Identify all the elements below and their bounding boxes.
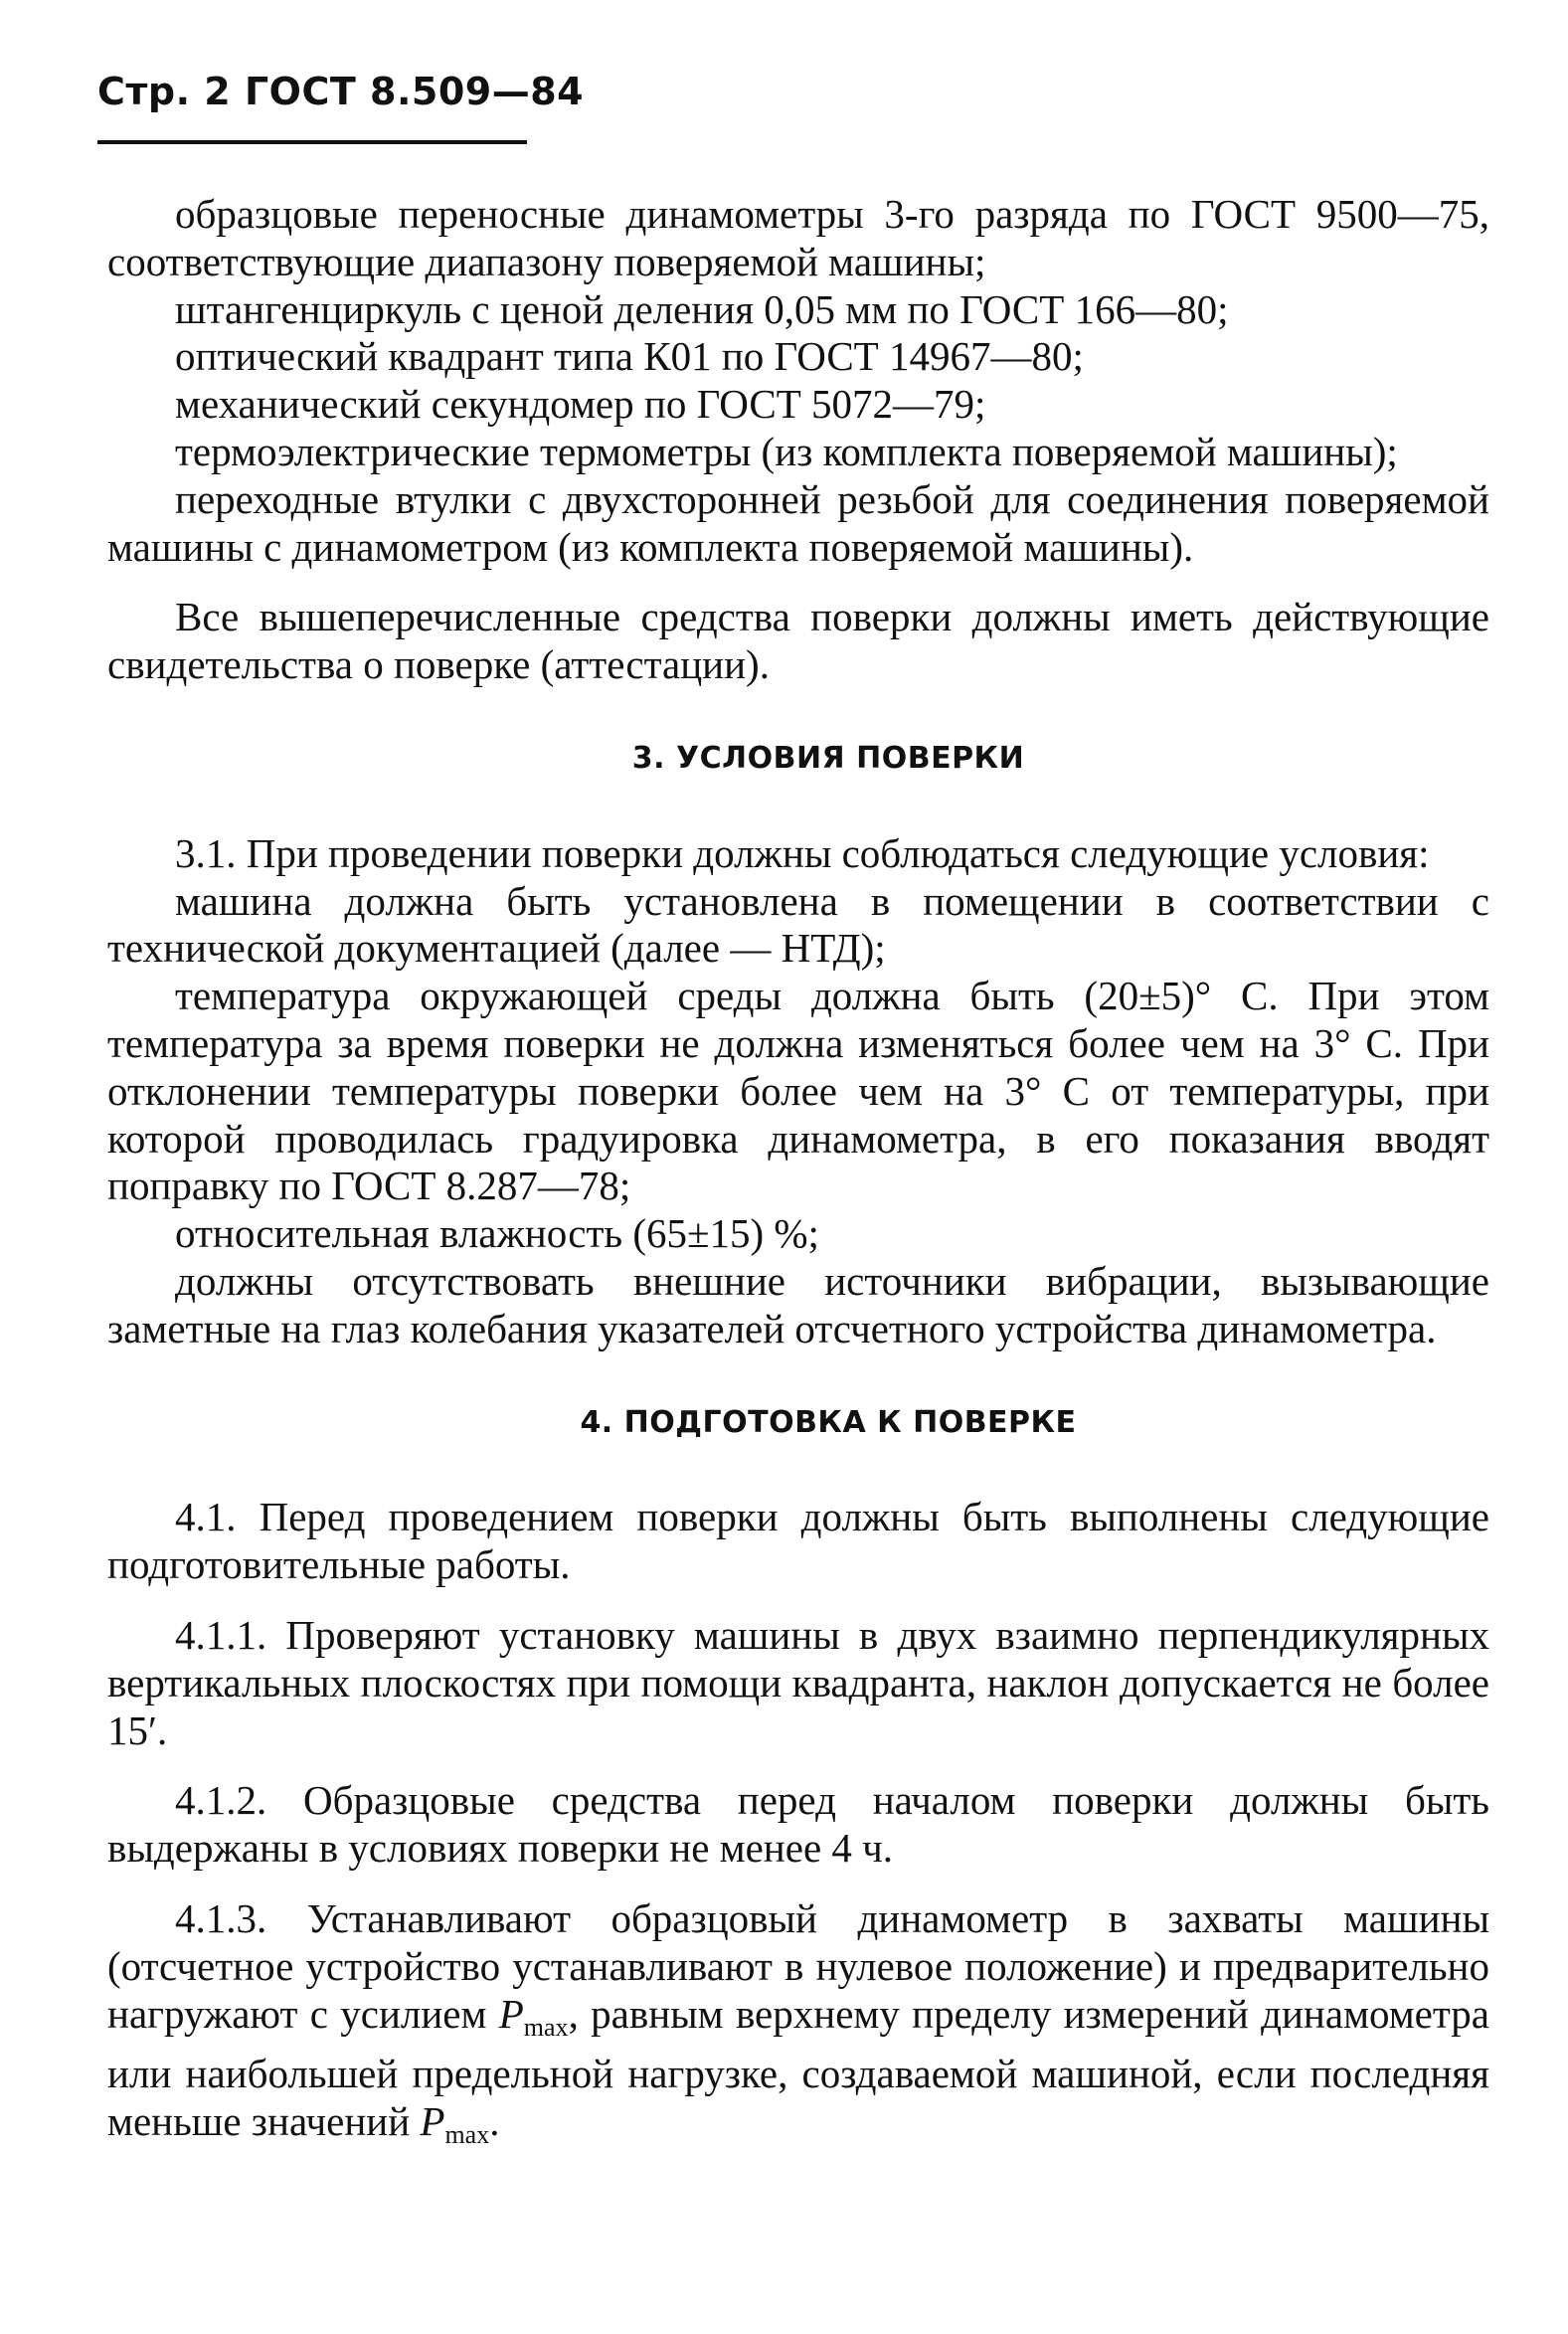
list-item: оптический квадрант типа К01 по ГОСТ 14967—80;	[175, 333, 1084, 380]
closing-paragraph: Все вышеперечисленные средства поверки должны иметь действующие свидетельства о поверке (аттестации).	[107, 594, 1489, 688]
clause-4-1-2: 4.1.2. Образцовые средства перед началом поверки должны быть выдержаны в условиях поверки не менее 4 ч.	[107, 1777, 1489, 1872]
list-item: машина должна быть установлена в помещении в соответствии с технической документацией (далее — НТД);	[107, 877, 1489, 972]
symbol-subscript: max	[523, 2012, 569, 2042]
list-item: переходные втулки с двухсторонней резьбой для соединения поверяемой машины с динамометром (из комплекта поверяемой машины).	[107, 475, 1489, 570]
list-item: образцовые переносные динамометры 3-го разряда по ГОСТ 9500—75, соответствующие диапазону поверяемой машины;	[107, 191, 1489, 284]
clause-text: , равным верхнему пределу измерений динамометра или наибольшей предельной нагрузке, создаваемой машиной, если последняя меньше значений	[107, 1990, 1489, 2145]
list-item: относительная влажность (65±15) %;	[175, 1210, 819, 1257]
clause-3-1: 3.1. При проведении поверки должны соблюдаться следующие условия:	[175, 829, 1430, 876]
symbol-subscript: max	[444, 2120, 490, 2150]
symbol-p: P	[498, 1990, 524, 2037]
section-4-heading: 4. ПОДГОТОВКА К ПОВЕРКЕ	[580, 1404, 1077, 1440]
list-item: механический секундомер по ГОСТ 5072—79;	[175, 381, 986, 428]
list-item: штангенциркуль с ценой деления 0,05 мм по ГОСТ 166—80;	[175, 285, 1229, 332]
clause-end: .	[489, 2098, 500, 2145]
header-rule	[97, 140, 527, 144]
list-item: должны отсутствовать внешние источники вибрации, вызывающие заметные на глаз колебания указателей отсчетного устройства динамометра.	[107, 1257, 1489, 1351]
clause-text: 4.1.3. Устанавливают образцовый динамометр в захваты машины (отсчетное устройство устанавливают в нулевое положение) и предварительно нагружают с усилием	[107, 1894, 1489, 2037]
document-body	[107, 191, 1489, 2159]
clause-4-1-1: 4.1.1. Проверяют установку машины в двух взаимно перпендикулярных вертикальных плоскостях при помощи квадранта, наклон допускается не более 15′.	[107, 1611, 1489, 1753]
clause-4-1: 4.1. Перед проведением поверки должны быть выполнены следующие подготовительные работы.	[107, 1494, 1489, 1588]
list-item: термоэлектрические термометры (из комплекта поверяемой машины);	[175, 428, 1398, 474]
page-header: Стр. 2 ГОСТ 8.509—84	[97, 70, 585, 113]
clause-4-1-3	[107, 1895, 1489, 2159]
symbol-p: P	[420, 2098, 445, 2145]
section-3-heading: 3. УСЛОВИЯ ПОВЕРКИ	[631, 740, 1025, 776]
list-item: температура окружающей среды должна быть (20±5)° С. При этом температура за время поверки не должна изменяться более чем на 3° С. При отклонении температуры поверки более чем на 3° С от температуры, при которой проводилась градуировка динамометра, в его показания вводят поправку по ГОСТ 8.287—78;	[107, 973, 1489, 1209]
